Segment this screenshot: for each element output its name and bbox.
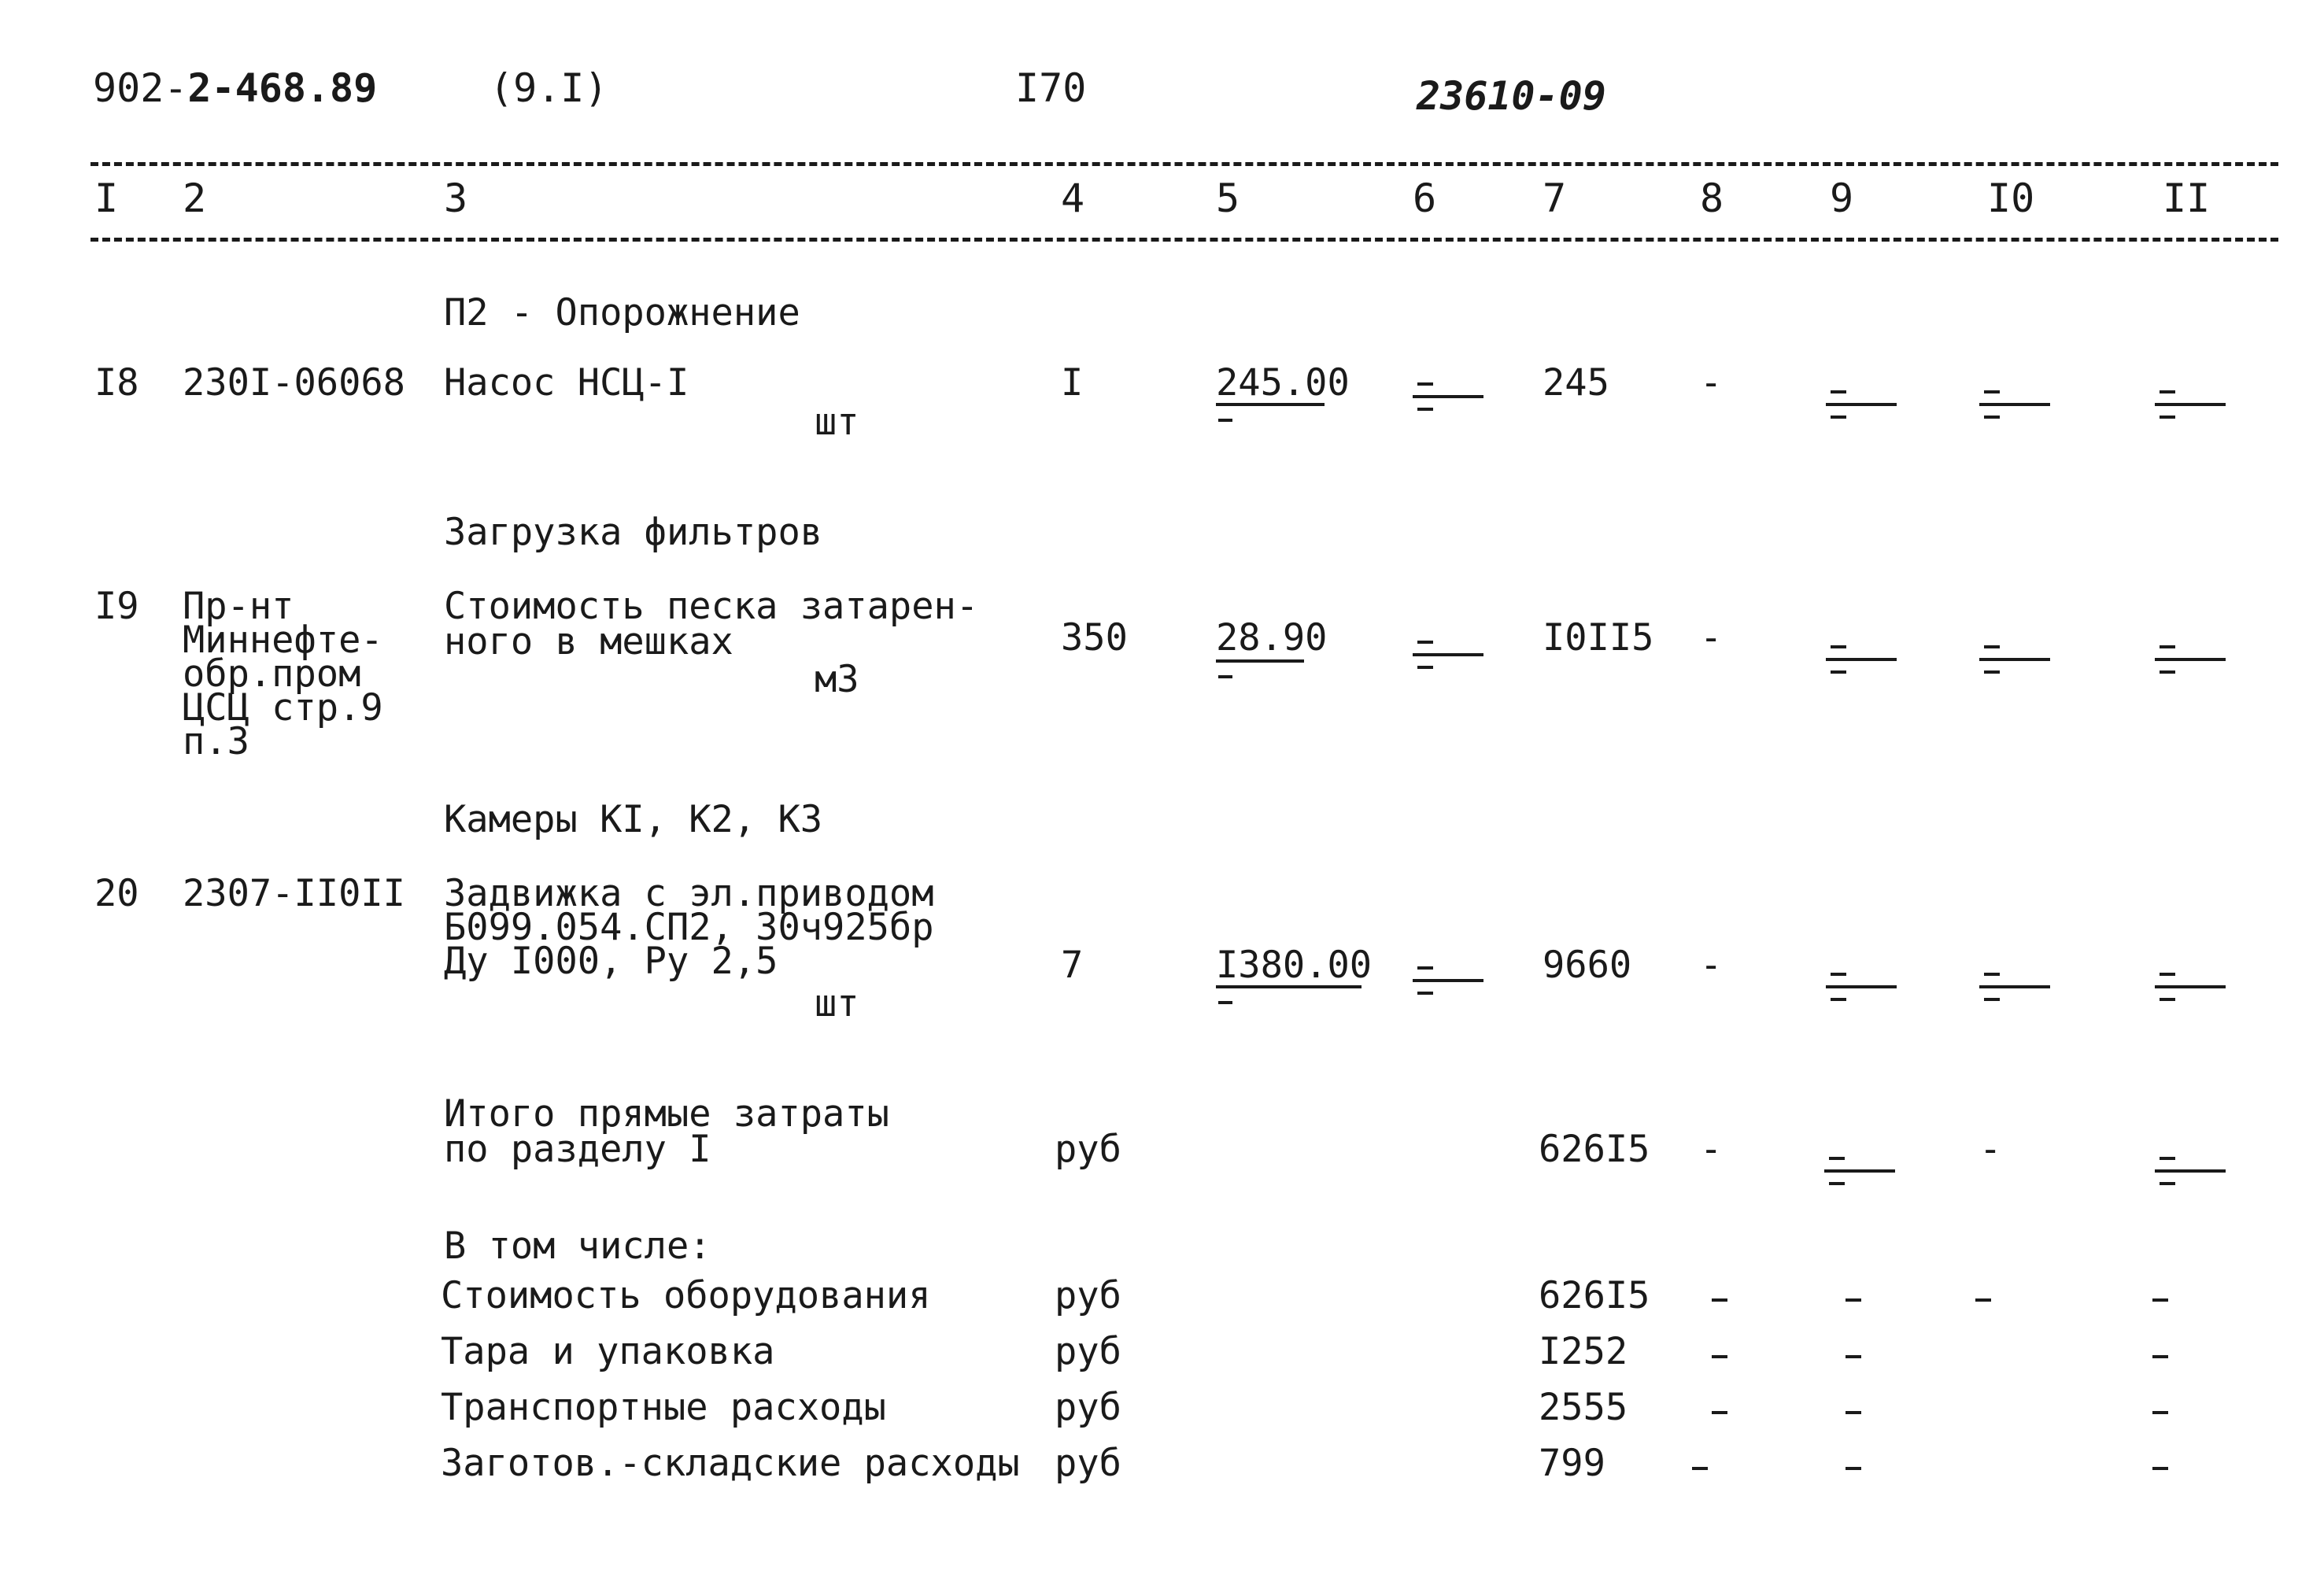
ditto-mark xyxy=(1413,634,1483,674)
page-number: I70 xyxy=(1015,65,1087,111)
row-price: 28.90 xyxy=(1216,616,1328,659)
dash-mark xyxy=(2152,1467,2168,1470)
ditto-mark xyxy=(2155,639,2226,678)
col-header-8: 8 xyxy=(1700,175,1724,221)
ditto-mark xyxy=(1826,639,1897,678)
section-heading: Загрузка фильтров xyxy=(444,511,823,554)
dash-mark xyxy=(1846,1355,1861,1358)
price-underline xyxy=(1216,659,1304,663)
ditto-mark xyxy=(2155,384,2226,423)
sheet-number: 23610-09 xyxy=(1417,73,1606,119)
total-col10: - xyxy=(1979,1128,2002,1171)
summary-value: 2555 xyxy=(1539,1386,1628,1429)
including-label: В том числе: xyxy=(444,1225,711,1268)
summary-label: Тара и упаковка xyxy=(441,1330,775,1373)
row-total: 9660 xyxy=(1543,944,1632,987)
row-number: I9 xyxy=(94,585,139,628)
ditto-mark xyxy=(1824,1151,1895,1190)
dash-mark xyxy=(1712,1411,1727,1414)
col-header-5: 5 xyxy=(1216,175,1240,221)
col-header-3: 3 xyxy=(444,175,468,221)
row-total: I0II5 xyxy=(1543,616,1654,659)
row-name-line: Ду I000, Ру 2,5 xyxy=(444,940,778,983)
summary-label: Транспортные расходы xyxy=(441,1386,886,1429)
ditto-mark xyxy=(1826,966,1897,1006)
row-total: 245 xyxy=(1543,361,1609,404)
summary-unit: руб xyxy=(1055,1274,1121,1317)
dash-mark xyxy=(1846,1467,1861,1470)
col-header-6: 6 xyxy=(1413,175,1437,221)
col-header-2: 2 xyxy=(183,175,207,221)
dash-mark xyxy=(1712,1355,1727,1358)
total-unit: руб xyxy=(1055,1128,1121,1171)
row-code-line: Миннефте- xyxy=(183,619,383,662)
dash-mark xyxy=(1846,1411,1861,1414)
row-unit: шт xyxy=(815,982,859,1025)
doc-code xyxy=(93,65,378,111)
col-header-4: 4 xyxy=(1061,175,1085,221)
section-heading: П2 - Опорожнение xyxy=(444,291,800,334)
row-name-line: ного в мешках xyxy=(444,620,733,663)
ditto-mark xyxy=(1413,376,1483,416)
section-heading: Камеры КI, К2, К3 xyxy=(444,798,823,841)
row-unit: м3 xyxy=(815,658,859,701)
row-number: 20 xyxy=(94,872,139,915)
price-underline-mark xyxy=(1218,675,1232,678)
row-col8: - xyxy=(1700,944,1723,987)
row-price: I380.00 xyxy=(1216,944,1373,987)
row-code-line: Пр-нт xyxy=(183,585,294,628)
price-underline-mark xyxy=(1218,1001,1232,1004)
col-header-7: 7 xyxy=(1543,175,1567,221)
col-header-10: I0 xyxy=(1987,175,2035,221)
dash-mark xyxy=(2152,1355,2168,1358)
summary-value: 799 xyxy=(1539,1442,1605,1485)
dash-mark xyxy=(2152,1411,2168,1414)
price-underline xyxy=(1216,985,1362,988)
col-header-1: I xyxy=(94,175,119,221)
row-code-line: п.3 xyxy=(183,720,249,763)
summary-unit: руб xyxy=(1055,1386,1121,1429)
row-col8: - xyxy=(1700,361,1723,404)
row-code-line: обр.пром xyxy=(183,652,361,696)
header-rule-top xyxy=(91,162,2278,166)
row-code: 2307-II0II xyxy=(183,872,405,915)
dash-mark xyxy=(1975,1298,1991,1302)
ditto-mark xyxy=(1979,966,2050,1006)
row-name-line: Задвижка с эл.приводом xyxy=(444,872,934,915)
ditto-mark xyxy=(1413,960,1483,999)
row-code: 230I-06068 xyxy=(183,361,405,404)
price-underline xyxy=(1216,403,1325,406)
total-label-line: по разделу I xyxy=(444,1128,711,1171)
row-qty: I xyxy=(1061,361,1084,404)
summary-label: Стоимость оборудования xyxy=(441,1274,931,1317)
summary-value: 626I5 xyxy=(1539,1274,1650,1317)
summary-value: I252 xyxy=(1539,1330,1628,1373)
doc-code-suffix: 2-468.89 xyxy=(187,65,378,111)
row-qty: 7 xyxy=(1061,944,1084,987)
ditto-mark xyxy=(1979,384,2050,423)
row-qty: 350 xyxy=(1061,616,1128,659)
section-code: (9.I) xyxy=(490,65,608,111)
summary-label: Заготов.-складские расходы xyxy=(441,1442,1020,1485)
ditto-mark xyxy=(2155,966,2226,1006)
col-header-11: II xyxy=(2163,175,2211,221)
ditto-mark xyxy=(1826,384,1897,423)
header-rule-bottom xyxy=(91,238,2278,242)
row-price: 245.00 xyxy=(1216,361,1350,404)
doc-code-prefix: 902- xyxy=(93,65,188,111)
row-name-line: Стоимость песка затарен- xyxy=(444,585,979,628)
col-header-9: 9 xyxy=(1830,175,1854,221)
price-underline-mark xyxy=(1218,419,1232,422)
total-label-line: Итого прямые затраты xyxy=(444,1092,889,1136)
dash-mark xyxy=(1692,1467,1708,1470)
row-name: Насос НСЦ-I xyxy=(444,361,689,404)
row-unit: шт xyxy=(815,401,859,444)
dash-mark xyxy=(1846,1298,1861,1302)
summary-unit: руб xyxy=(1055,1330,1121,1373)
total-col8: - xyxy=(1700,1128,1723,1171)
row-code-line: ЦСЦ стр.9 xyxy=(183,686,383,730)
row-number: I8 xyxy=(94,361,139,404)
row-name-line: Б099.054.СП2, 30ч925бр xyxy=(444,906,934,949)
row-col8: - xyxy=(1700,616,1723,659)
summary-unit: руб xyxy=(1055,1442,1121,1485)
ditto-mark xyxy=(1979,639,2050,678)
dash-mark xyxy=(2152,1298,2168,1302)
dash-mark xyxy=(1712,1298,1727,1302)
total-value: 626I5 xyxy=(1539,1128,1650,1171)
ditto-mark xyxy=(2155,1151,2226,1190)
